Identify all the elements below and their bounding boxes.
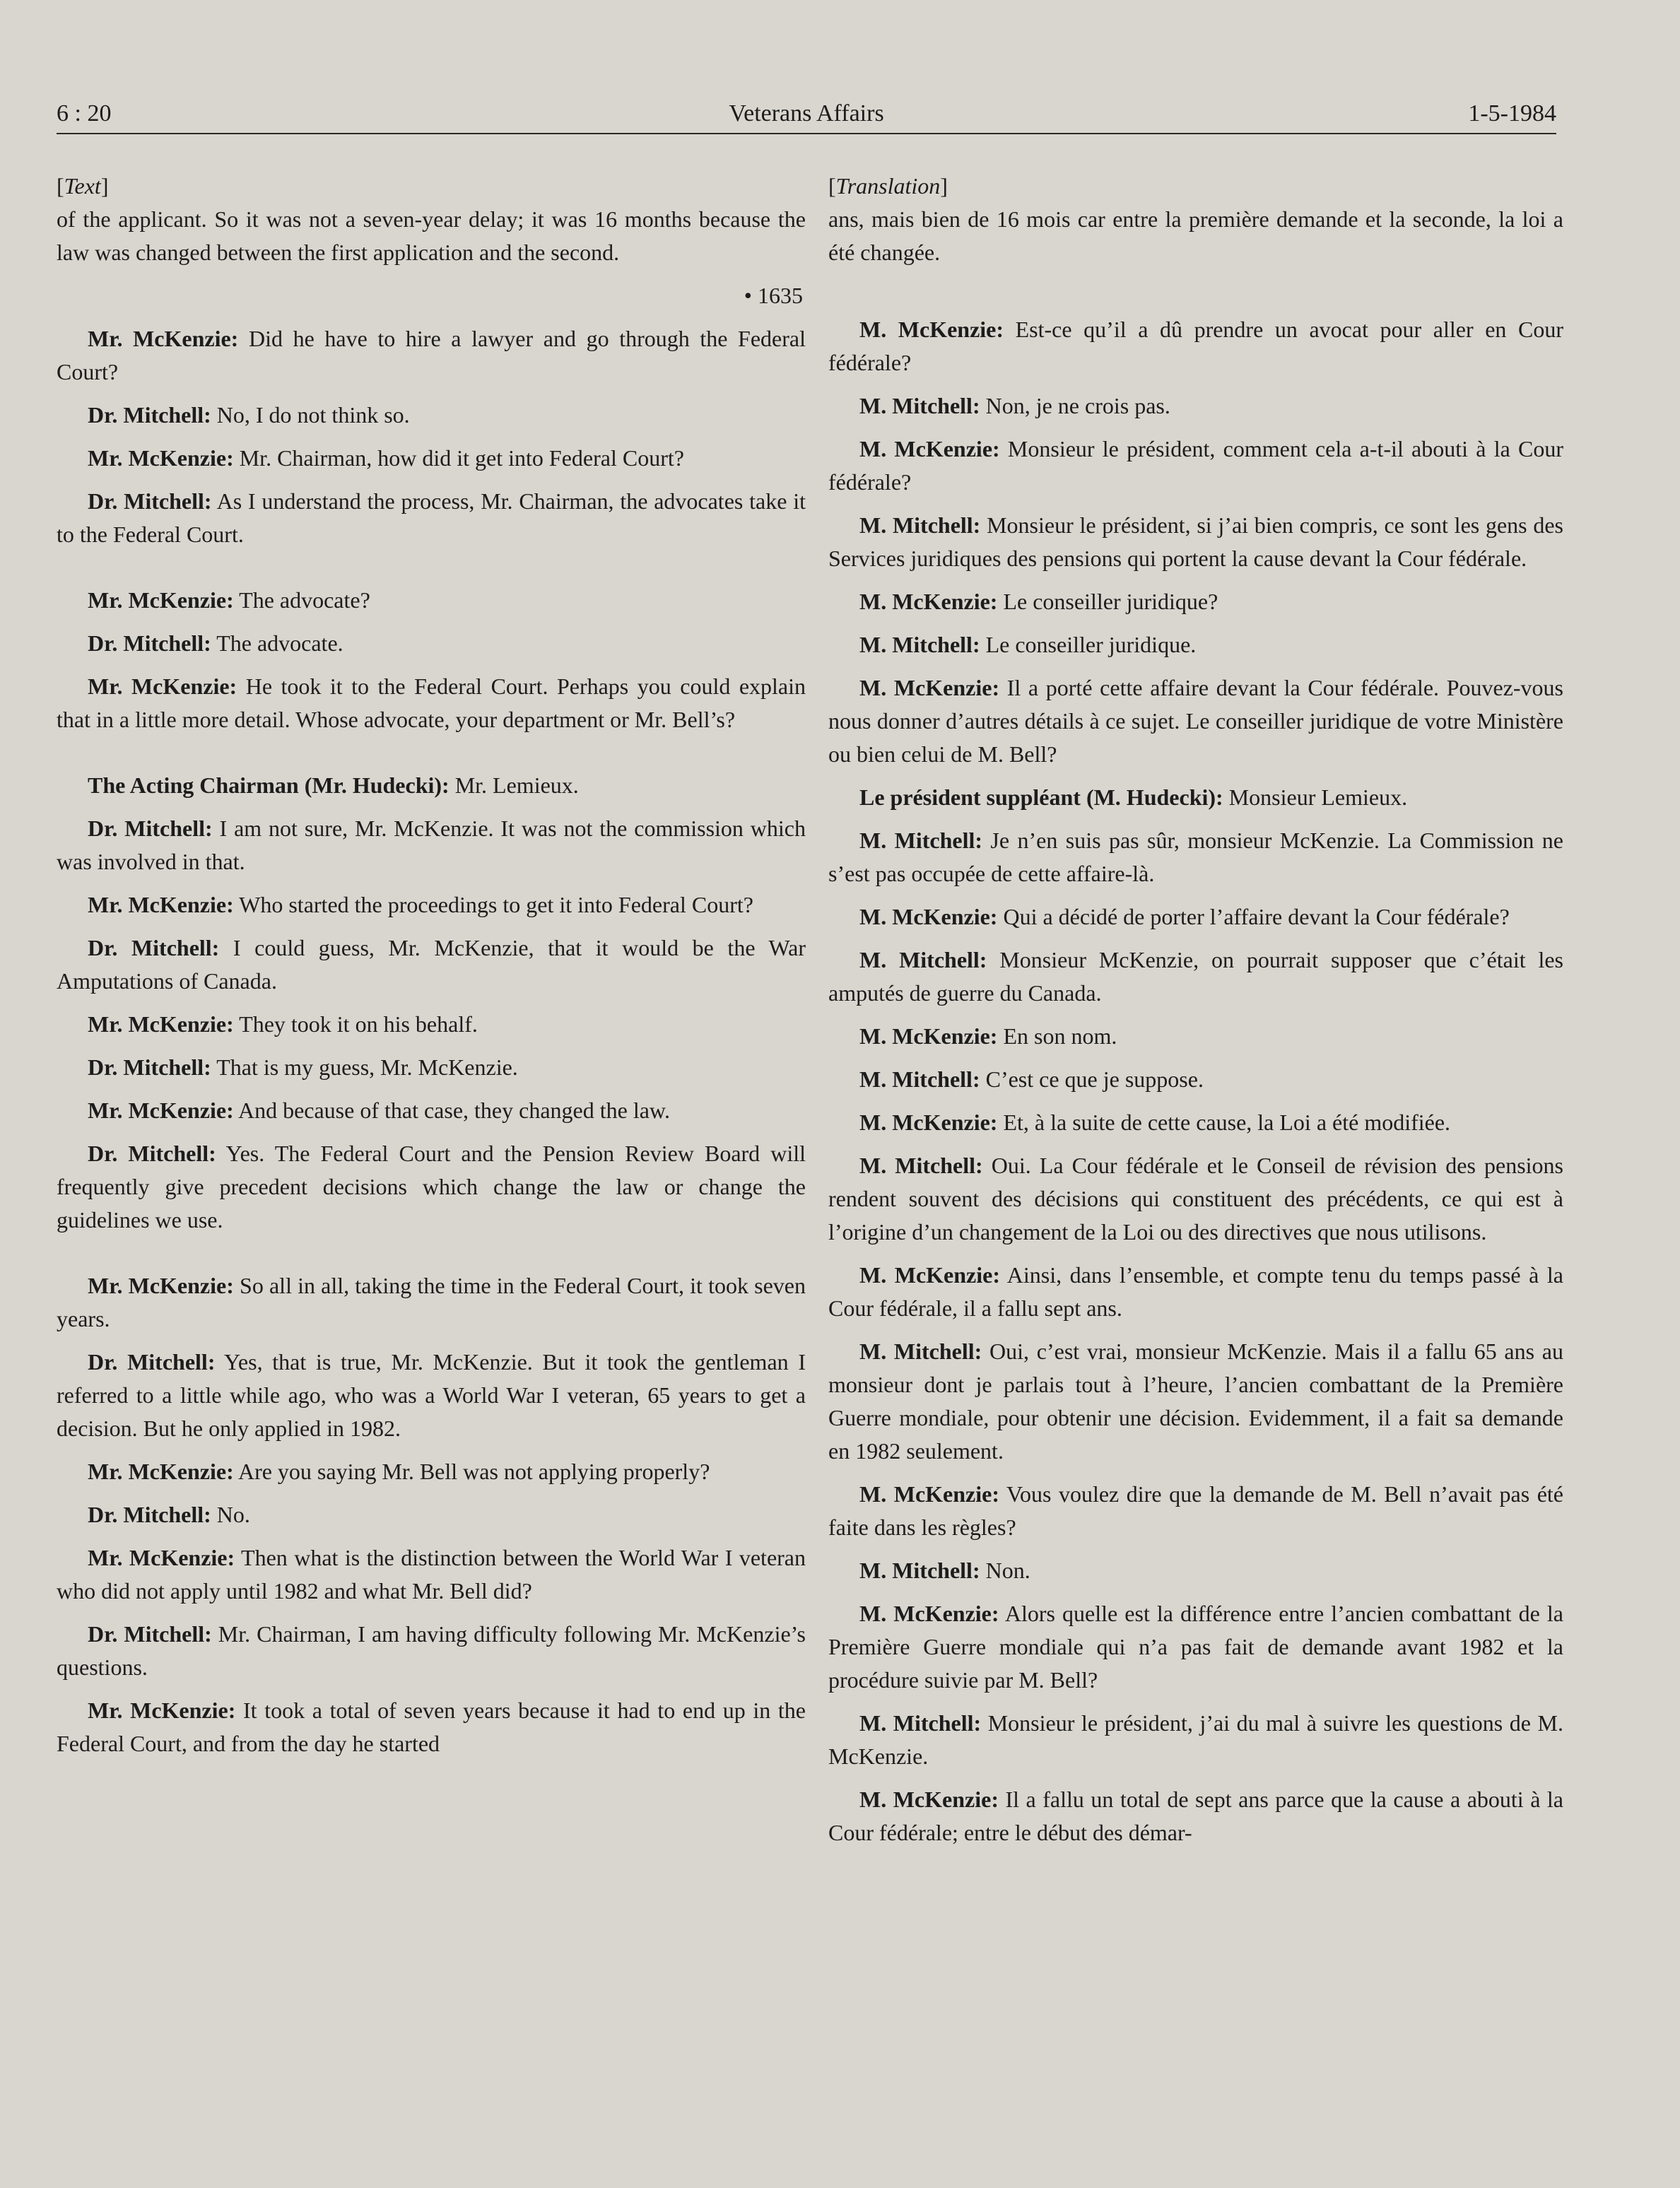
speech-paragraph <box>57 1498 806 1531</box>
speech-text: Who started the proceedings to get it into Federal Court? <box>233 892 753 917</box>
speaker-name: M. McKenzie: <box>859 1110 998 1135</box>
speech-paragraph <box>828 943 1563 1010</box>
speaker-name: Dr. Mitchell: <box>88 1349 216 1375</box>
english-intro: of the applicant. So it was not a seven-year delay; it was 16 months because the law was changed between the first application and the second. <box>57 206 806 265</box>
speaker-name: M. McKenzie: <box>859 436 1000 461</box>
speech-paragraph <box>828 781 1563 814</box>
speech-text: Mr. Chairman, how did it get into Federal Court? <box>233 445 684 471</box>
speech-paragraph <box>828 1707 1563 1773</box>
french-dialogue <box>828 313 1563 1849</box>
speech-paragraph <box>828 1020 1563 1053</box>
speech-paragraph <box>57 812 806 878</box>
speech-text: Yes. The Federal Court and the Pension Review Board will frequently give precedent decisions which change the law or change the guidelines we use. <box>57 1141 806 1233</box>
english-dialogue <box>57 322 806 1760</box>
speech-text: Le conseiller juridique. <box>980 632 1197 657</box>
speech-paragraph <box>828 1478 1563 1544</box>
speech-paragraph <box>57 1094 806 1127</box>
speaker-name: Dr. Mitchell: <box>88 1054 211 1080</box>
speaker-name: M. McKenzie: <box>859 1787 999 1812</box>
speaker-name: Mr. McKenzie: <box>88 1545 235 1570</box>
speaker-name: Dr. Mitchell: <box>88 488 212 514</box>
speaker-name: M. McKenzie: <box>859 1023 998 1049</box>
speech-paragraph <box>57 1269 806 1336</box>
speech-text: C’est ce que je suppose. <box>980 1066 1204 1092</box>
speech-text: Oui. La Cour fédérale et le Conseil de révision des pensions rendent souvent des décisions qui constituent des précédents, ce qui est à l’origine d’un changement de la Loi ou des directives que nous utilisons. <box>828 1153 1564 1245</box>
speaker-name: Dr. Mitchell: <box>88 935 220 960</box>
section-label-text: [Text] <box>57 173 109 199</box>
speech-paragraph <box>828 1149 1563 1249</box>
speech-paragraph <box>57 485 806 551</box>
speech-text: It took a total of seven years because it had to end up in the Federal Court, and from the day he started <box>57 1698 806 1756</box>
speech-text: No. <box>211 1502 250 1527</box>
speaker-name: Mr. McKenzie: <box>88 1698 236 1723</box>
speech-paragraph <box>828 433 1563 499</box>
french-intro: ans, mais bien de 16 mois car entre la première demande et la seconde, la loi a été changée. <box>828 206 1563 265</box>
speech-text: So all in all, taking the time in the Federal Court, it took seven years. <box>57 1273 806 1331</box>
french-column <box>828 170 1563 1859</box>
speaker-name: Mr. McKenzie: <box>88 1273 234 1298</box>
speech-text: Le conseiller juridique? <box>997 589 1218 614</box>
speech-text: Mr. Lemieux. <box>449 772 579 798</box>
speech-text: Monsieur le président, j’ai du mal à suivre les questions de M. McKenzie. <box>828 1710 1564 1769</box>
page-date: 1-5-1984 <box>1468 100 1556 127</box>
speech-paragraph <box>828 1063 1563 1096</box>
speech-paragraph <box>57 1051 806 1084</box>
speaker-name: Mr. McKenzie: <box>88 1098 234 1123</box>
speaker-name: M. Mitchell: <box>859 947 987 972</box>
speaker-name: Dr. Mitchell: <box>88 816 213 841</box>
speaker-name: Mr. McKenzie: <box>88 1459 234 1484</box>
speech-text: Ainsi, dans l’ensemble, et compte tenu du temps passé à la Cour fédérale, il a fallu sept ans. <box>828 1262 1564 1321</box>
speech-text: Mr. Chairman, I am having difficulty following Mr. McKenzie’s questions. <box>57 1621 806 1680</box>
speech-paragraph <box>828 585 1563 618</box>
section-label-translation: [Translation] <box>828 173 948 199</box>
english-column <box>57 170 806 1770</box>
speech-text: Et, à la suite de cette cause, la Loi a été modifiée. <box>997 1110 1451 1135</box>
speaker-name: M. McKenzie: <box>859 1481 999 1507</box>
speech-text: I could guess, Mr. McKenzie, that it would be the War Amputations of Canada. <box>57 935 806 994</box>
speaker-name: M. Mitchell: <box>859 632 980 657</box>
time-marker: • 1635 <box>744 283 803 308</box>
speaker-name: The Acting Chairman (Mr. Hudecki): <box>88 772 450 798</box>
speech-paragraph <box>57 1008 806 1041</box>
speaker-name: Mr. McKenzie: <box>88 892 234 917</box>
speech-paragraph <box>828 1106 1563 1139</box>
speaker-name: M. McKenzie: <box>859 589 998 614</box>
speech-text: I am not sure, Mr. McKenzie. It was not the commission which was involved in that. <box>57 816 806 874</box>
speech-paragraph <box>57 442 806 475</box>
speech-paragraph <box>828 1783 1563 1849</box>
speech-paragraph <box>828 1597 1563 1697</box>
speaker-name: Mr. McKenzie: <box>88 587 234 613</box>
speech-text: Monsieur Lemieux. <box>1223 784 1408 810</box>
speech-paragraph <box>828 824 1563 890</box>
speaker-name: Dr. Mitchell: <box>88 1502 211 1527</box>
speech-text: As I understand the process, Mr. Chairman, the advocates take it to the Federal Court. <box>57 488 806 547</box>
speaker-name: M. McKenzie: <box>859 317 1004 342</box>
speech-text: Oui, c’est vrai, monsieur McKenzie. Mais il a fallu 65 ans au monsieur dont je parlais tout à l’heure, l’ancien combattant de la Première Guerre mondiale, pour obtenir une décision. Evidemment, il a fait sa demande en 1982 seulement. <box>828 1339 1564 1464</box>
speech-paragraph <box>828 1335 1563 1468</box>
speaker-name: M. Mitchell: <box>859 393 980 418</box>
speech-paragraph <box>57 1694 806 1760</box>
speech-text: No, I do not think so. <box>211 402 410 428</box>
speaker-name: M. Mitchell: <box>859 1339 982 1364</box>
speech-paragraph <box>828 313 1563 380</box>
speech-text: Alors quelle est la différence entre l’ancien combattant de la Première Guerre mondiale qui n’a pas fait de demande avant 1982 et la procédure suivie par M. Bell? <box>828 1601 1564 1693</box>
section-label-translation-word: Translation <box>835 173 941 199</box>
speech-text: Did he have to hire a lawyer and go through the Federal Court? <box>57 326 806 384</box>
speech-text: Vous voulez dire que la demande de M. Bell n’avait pas été faite dans les règles? <box>828 1481 1564 1540</box>
speech-text: En son nom. <box>997 1023 1117 1049</box>
speech-paragraph <box>828 1554 1563 1587</box>
speech-paragraph <box>828 628 1563 661</box>
speech-text: They took it on his behalf. <box>233 1011 478 1037</box>
speaker-name: Dr. Mitchell: <box>88 402 211 428</box>
speaker-name: M. McKenzie: <box>859 904 998 929</box>
speech-paragraph <box>57 627 806 660</box>
speech-text: That is my guess, Mr. McKenzie. <box>211 1054 518 1080</box>
speech-paragraph <box>57 1346 806 1445</box>
speech-text: Est-ce qu’il a dû prendre un avocat pour aller en Cour fédérale? <box>828 317 1564 375</box>
speech-paragraph <box>828 671 1563 771</box>
speaker-name: M. Mitchell: <box>859 828 983 853</box>
speech-text: Non. <box>980 1558 1030 1583</box>
speech-paragraph <box>57 399 806 432</box>
speaker-name: Dr. Mitchell: <box>88 1141 216 1166</box>
speech-paragraph <box>57 584 806 617</box>
speech-text: The advocate? <box>233 587 370 613</box>
speech-text: The advocate. <box>211 630 343 656</box>
speaker-name: M. McKenzie: <box>859 1262 1000 1288</box>
speaker-name: Mr. McKenzie: <box>88 445 234 471</box>
speaker-name: M. Mitchell: <box>859 1153 983 1178</box>
speaker-name: M. Mitchell: <box>859 1558 980 1583</box>
speech-paragraph <box>57 1618 806 1684</box>
speech-paragraph <box>57 670 806 736</box>
speech-paragraph <box>57 769 806 802</box>
speech-text: He took it to the Federal Court. Perhaps you could explain that in a little more detail. Whose advocate, your department or Mr. Bell’s? <box>57 674 806 732</box>
speaker-name: Le président suppléant (M. Hudecki): <box>859 784 1223 810</box>
speaker-name: M. McKenzie: <box>859 1601 999 1626</box>
speech-paragraph <box>57 322 806 389</box>
speech-paragraph <box>828 900 1563 934</box>
speech-text: Je n’en suis pas sûr, monsieur McKenzie. La Commission ne s’est pas occupée de cette affaire-là. <box>828 828 1564 886</box>
speech-text: Monsieur McKenzie, on pourrait supposer que c’était les amputés de guerre du Canada. <box>828 947 1563 1006</box>
speech-text: Monsieur le président, si j’ai bien compris, ce sont les gens des Services juridiques des pensions qui portent la cause devant la Cour fédérale. <box>828 512 1564 571</box>
speaker-name: M. Mitchell: <box>859 512 981 538</box>
speaker-name: Mr. McKenzie: <box>88 326 239 351</box>
speech-text: Il a porté cette affaire devant la Cour fédérale. Pouvez-vous nous donner d’autres détails à ce sujet. Le conseiller juridique de votre Ministère ou bien celui de M. Bell? <box>828 675 1563 767</box>
speech-paragraph <box>57 1541 806 1608</box>
speaker-name: Dr. Mitchell: <box>88 1621 212 1647</box>
speech-text: Non, je ne crois pas. <box>980 393 1170 418</box>
speech-paragraph <box>57 931 806 998</box>
speech-text: Il a fallu un total de sept ans parce que la cause a abouti à la Cour fédérale; entre le début des démar- <box>828 1787 1563 1845</box>
speech-text: Then what is the distinction between the World War I veteran who did not apply until 1982 and what Mr. Bell did? <box>57 1545 806 1604</box>
speaker-name: M. Mitchell: <box>859 1710 982 1736</box>
publication-title: Veterans Affairs <box>729 100 884 127</box>
speech-text: Monsieur le président, comment cela a-t-il abouti à la Cour fédérale? <box>828 436 1564 495</box>
speech-text: Yes, that is true, Mr. McKenzie. But it took the gentleman I referred to a little while ago, who was a World War I veteran, 65 years to get a decision. But he only applied in 1982. <box>57 1349 806 1441</box>
speech-text: Qui a décidé de porter l’affaire devant la Cour fédérale? <box>997 904 1510 929</box>
speech-text: And because of that case, they changed the law. <box>233 1098 670 1123</box>
speech-paragraph <box>57 1455 806 1488</box>
speech-paragraph <box>828 509 1563 575</box>
page-header <box>57 90 1556 134</box>
speech-paragraph <box>57 888 806 922</box>
speaker-name: M. Mitchell: <box>859 1066 980 1092</box>
speech-paragraph <box>828 389 1563 423</box>
page-number: 6 : 20 <box>57 100 112 127</box>
speech-text: Are you saying Mr. Bell was not applying properly? <box>233 1459 710 1484</box>
speaker-name: Mr. McKenzie: <box>88 1011 234 1037</box>
speech-paragraph <box>57 1137 806 1237</box>
speaker-name: Dr. Mitchell: <box>88 630 211 656</box>
speaker-name: Mr. McKenzie: <box>88 674 237 699</box>
speaker-name: M. McKenzie: <box>859 675 1000 700</box>
section-label-text-word: Text <box>64 173 101 199</box>
speech-paragraph <box>828 1259 1563 1325</box>
